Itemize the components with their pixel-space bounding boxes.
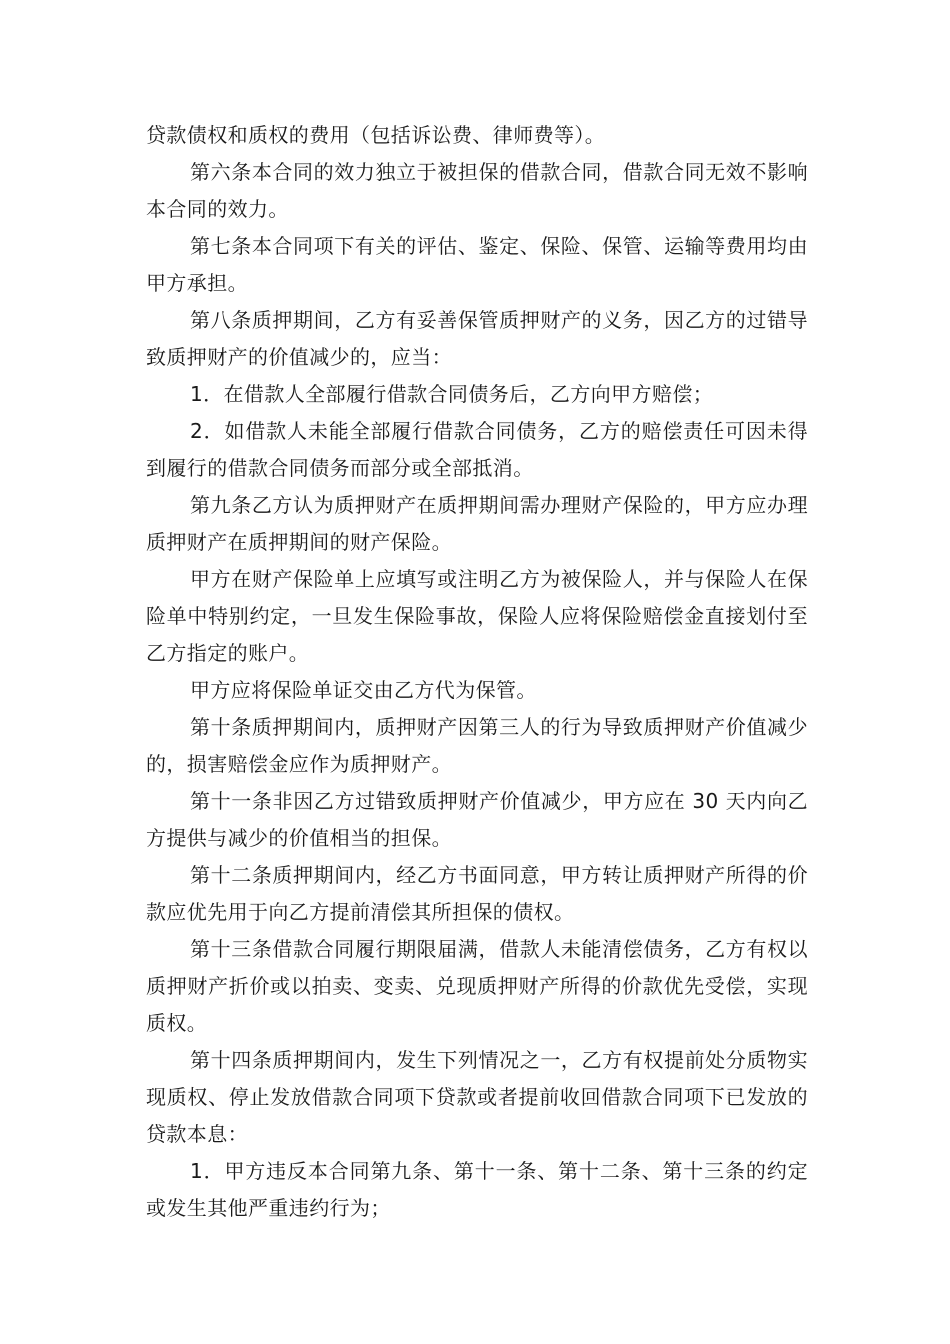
paragraph-article-10: 第十条质押期间内，质押财产因第三人的行为导致质押财产价值减少的，损害赔偿金应作为质押财产。 xyxy=(146,715,808,776)
paragraph-article-13: 第十三条借款合同履行期限届满，借款人未能清偿债务，乙方有权以质押财产折价或以拍卖、变卖、兑现质押财产所得的价款优先受偿，实现质权。 xyxy=(146,937,808,1035)
paragraph-article-14-item-1: 1．甲方违反本合同第九条、第十一条、第十二条、第十三条的约定或发生其他严重违约行为； xyxy=(146,1159,808,1220)
paragraph-article-9-insurance: 甲方在财产保险单上应填写或注明乙方为被保险人，并与保险人在保险单中特别约定，一旦发生保险事故，保险人应将保险赔偿金直接划付至乙方指定的账户。 xyxy=(146,567,808,665)
paragraph-article-9-custody: 甲方应将保险单证交由乙方代为保管。 xyxy=(190,678,537,702)
paragraph-article-8-item-2: 2．如借款人未能全部履行借款合同债务，乙方的赔偿责任可因未得到履行的借款合同债务而部分或全部抵消。 xyxy=(146,419,808,480)
paragraph-article-7: 第七条本合同项下有关的评估、鉴定、保险、保管、运输等费用均由甲方承担。 xyxy=(146,234,808,295)
paragraph-article-12: 第十二条质押期间内，经乙方书面同意，甲方转让质押财产所得的价款应优先用于向乙方提前清偿其所担保的债权。 xyxy=(146,863,808,924)
document-body xyxy=(146,117,808,1227)
paragraph-article-9: 第九条乙方认为质押财产在质押期间需办理财产保险的，甲方应办理质押财产在质押期间的财产保险。 xyxy=(146,493,808,554)
paragraph-article-8-item-1: 1．在借款人全部履行借款合同债务后，乙方向甲方赔偿； xyxy=(190,382,714,406)
paragraph-continued-fees: 贷款债权和质权的费用（包括诉讼费、律师费等）。 xyxy=(146,123,606,147)
paragraph-article-14: 第十四条质押期间内，发生下列情况之一，乙方有权提前处分质物实现质权、停止发放借款合同项下贷款或者提前收回借款合同项下已发放的贷款本息： xyxy=(146,1048,808,1146)
paragraph-article-8: 第八条质押期间，乙方有妥善保管质押财产的义务，因乙方的过错导致质押财产的价值减少的，应当： xyxy=(146,308,808,369)
paragraph-article-6: 第六条本合同的效力独立于被担保的借款合同，借款合同无效不影响本合同的效力。 xyxy=(146,160,808,221)
paragraph-article-11: 第十一条非因乙方过错致质押财产价值减少，甲方应在 30 天内向乙方提供与减少的价值相当的担保。 xyxy=(146,789,808,850)
